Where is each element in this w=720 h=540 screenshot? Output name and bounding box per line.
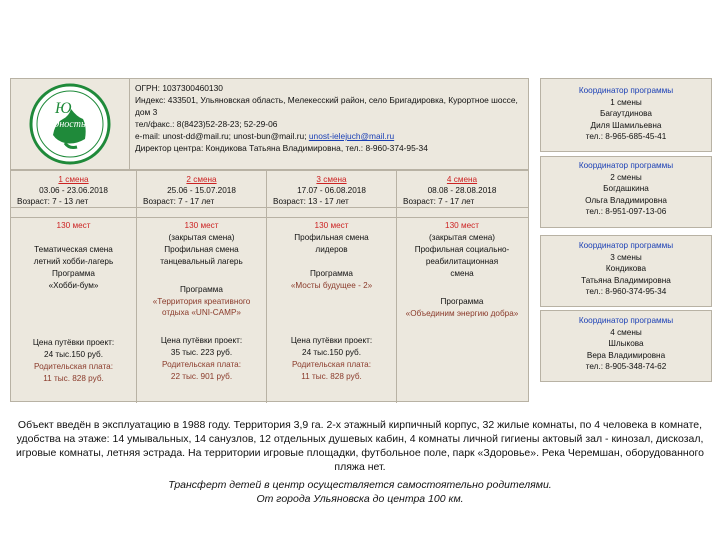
shift-column-1 (11, 171, 137, 403)
shift-name: 2 смена (186, 175, 217, 184)
shift-places: 130 мест (184, 221, 219, 230)
email-link[interactable]: unost-ielejuch@mail.ru (308, 131, 395, 141)
coordinator-card-4 (540, 310, 712, 382)
logo-text: Юность (49, 119, 86, 130)
coordinator-shift: 3 смены (610, 252, 642, 262)
coordinator-shift: 1 смены (610, 97, 642, 107)
program-line: Профильная социально- (414, 245, 510, 254)
distance-note: От города Ульяновска до центра 100 км. (256, 493, 464, 505)
program-line: смена (450, 269, 474, 278)
coordinator-shift: 2 смены (610, 172, 642, 182)
shift-dates: 17.07 - 06.08.2018 (297, 186, 366, 195)
coordinator-surname: Шлыкова (608, 339, 644, 348)
shift-column-3 (267, 171, 397, 403)
program-line: летний хобби-лагерь (33, 257, 114, 266)
coordinator-surname: Багаутдинова (599, 109, 652, 118)
program-line: Программа (52, 269, 95, 278)
parent-fee-value: 11 тыс. 828 руб. (43, 374, 104, 383)
coordinator-title: Координатор программы (578, 241, 674, 250)
program-line: «Хобби-бум» (48, 281, 99, 290)
shift-places: 130 мест (314, 221, 349, 230)
coordinator-card-3 (540, 235, 712, 307)
email-text: e-mail: unost-dd@mail.ru; unost-bun@mail.ru; (135, 131, 309, 141)
coordinator-phone: тел.: 8-960-374-95-34 (585, 287, 667, 296)
phone-line: тел/факс.: 8(8423)52-28-23; 52-29-06 (135, 119, 278, 129)
org-header (10, 78, 529, 170)
program-title: «Объединим энергию добра» (405, 309, 519, 318)
program-line: (закрытая смена) (168, 233, 235, 242)
program-line: Программа (310, 269, 353, 278)
shift-dates: 25.06 - 15.07.2018 (167, 186, 236, 195)
coordinator-shift: 4 смены (610, 327, 642, 337)
shift-age: Возраст: 13 - 17 лет (273, 197, 349, 206)
shift-age: Возраст: 7 - 17 лет (403, 197, 475, 206)
svg-text:Ю: Ю (55, 100, 72, 117)
coordinator-name: Диля Шамильевна (590, 120, 662, 130)
coordinator-name: Татьяна Владимировна (581, 275, 671, 285)
shift-places: 130 мест (445, 221, 479, 230)
coordinator-phone: тел.: 8-965-685-45-41 (585, 132, 667, 141)
program-line: танцевальный лагерь (160, 257, 243, 266)
program-title: «Мосты будущее - 2» (290, 281, 373, 290)
coordinator-title: Координатор программы (578, 161, 674, 170)
price-value: 24 тыс.150 руб. (44, 350, 103, 359)
shift-dates: 08.08 - 28.08.2018 (427, 186, 497, 195)
shift-places: 130 мест (56, 221, 91, 230)
program-line: лидеров (315, 245, 348, 254)
program-line: (закрытая смена) (428, 233, 496, 242)
shift-column-2 (137, 171, 267, 403)
coordinator-title: Координатор программы (578, 316, 674, 325)
shift-age: Возраст: 7 - 13 лет (17, 197, 89, 206)
ogrn-line: ОГРН: 1037300460130 (135, 83, 223, 93)
coordinator-surname: Кондикова (605, 264, 647, 273)
coordinator-phone: тел.: 8-951-097-13-06 (585, 207, 667, 216)
shift-age: Возраст: 7 - 17 лет (143, 197, 215, 206)
coordinator-card-2 (540, 156, 712, 228)
coordinator-name: Вера Владимировна (586, 350, 666, 360)
org-info (135, 82, 525, 154)
program-line: Профильная смена (294, 233, 369, 242)
price-value: 35 тыс. 223 руб. (170, 348, 233, 357)
transfer-note: Трансферт детей в центр осуществляется самостоятельно родителями. (168, 479, 552, 491)
coordinator-phone: тел.: 8-905-348-74-62 (585, 362, 667, 371)
email-line (135, 130, 525, 142)
price-label: Цена путёвки проект: (160, 336, 243, 345)
price-label: Цена путёвки проект: (290, 336, 373, 345)
price-value: 24 тыс.150 руб. (302, 348, 361, 357)
shift-name: 3 смена (316, 175, 347, 184)
camp-logo (25, 83, 115, 165)
facility-description: Объект введён в эксплуатацию в 1988 году. Территория 3,9 га. 2-х этажный кирпичный корпус, 32 жилые комнаты, по 4 человека в комнате, удобства на этаже: 14 умывальных, 14 санузлов, 12 отдельных душевых кабин, 4 комнаты личной гигиены актовый зал - кинозал, дискозал, игровые комнаты, летняя эстрада. На территории игровые площадки, футбольное поле, парк «Здоровье». Река Черемшан, оборудованного пляжа нет. (15, 419, 704, 473)
program-line: реабилитационная (425, 257, 499, 266)
address-line: Индекс: 433501, Ульяновская область, Мелекесский район, село Бригадировка, Курортное шоссе, дом 3 (135, 95, 518, 117)
parent-fee-label: Родительская плата: (162, 360, 241, 369)
shift-dates: 03.06 - 23.06.2018 (39, 186, 108, 195)
coordinator-title: Координатор программы (578, 86, 674, 95)
parent-fee-label: Родительская плата: (292, 360, 371, 369)
coordinator-surname: Богдашкина (603, 184, 649, 193)
program-title: «Территория креативного отдыха «UNI-CAMP» (152, 297, 251, 317)
program-line: Профильная смена (164, 245, 239, 254)
program-line: Программа (180, 285, 223, 294)
shift-column-4 (397, 171, 528, 403)
footer-info (0, 418, 720, 506)
shift-name: 4 смена (446, 175, 478, 184)
parent-fee-value: 11 тыс. 828 руб. (301, 372, 362, 381)
header-divider (129, 79, 130, 171)
shift-name: 1 смена (58, 175, 89, 184)
price-label: Цена путёвки проект: (32, 338, 115, 347)
coordinator-card-1 (540, 78, 712, 152)
parent-fee-label: Родительская плата: (34, 362, 113, 371)
coordinator-name: Ольга Владимировна (585, 195, 667, 205)
program-line: Тематическая смена (34, 245, 113, 254)
director-line: Директор центра: Кондикова Татьяна Владимировна, тел.: 8-960-374-95-34 (135, 143, 428, 153)
shifts-table (10, 170, 529, 402)
program-line: Программа (440, 297, 484, 306)
parent-fee-value: 22 тыс. 901 руб. (170, 372, 233, 381)
